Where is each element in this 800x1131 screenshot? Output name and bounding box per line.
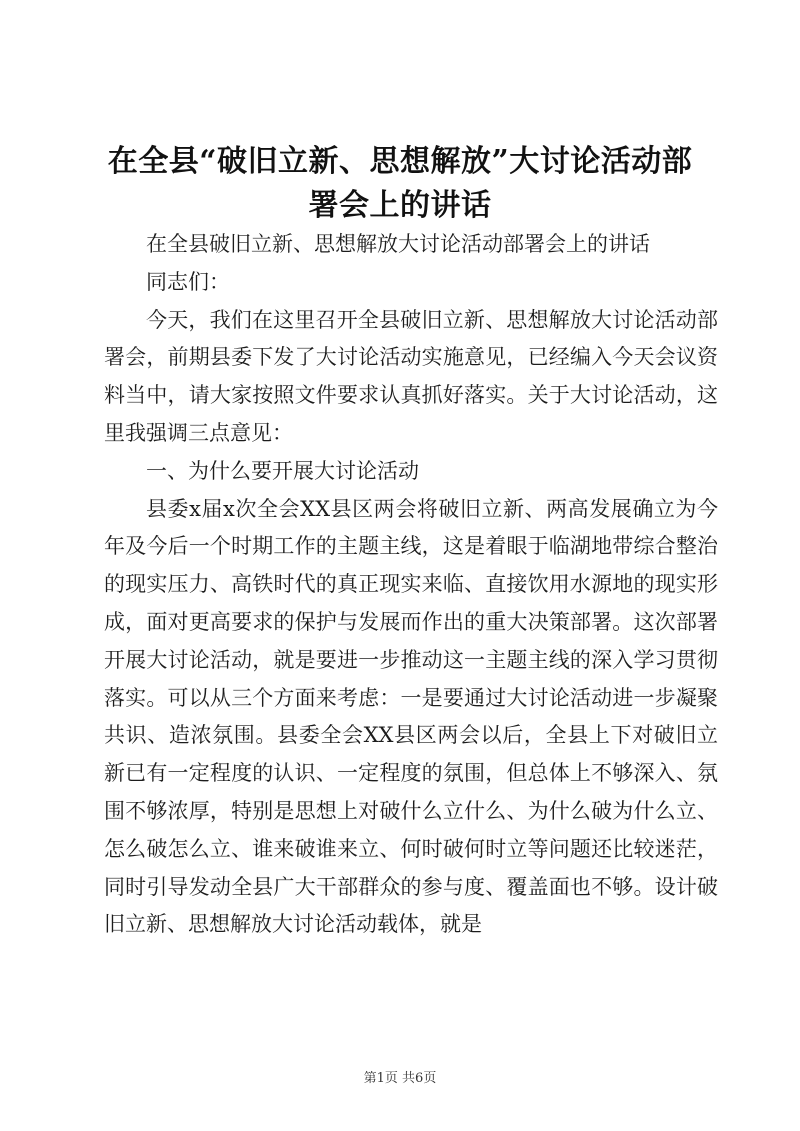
body-paragraph: 县委x届x次全会XX县区两会将破旧立新、两高发展确立为今年及今后一个时期工作的主题主线，这是着眼于临湖地带综合整治的现实压力、高铁时代的真正现实来临、直接饮用水源地的现实形成，面对更高要求的保护与发展而作出的重大决策部署。这次部署开展大讨论活动，就是要进一步推动这一主题主线的深入学习贯彻落实。可以从三个方面来考虑：一是要通过大讨论活动进一步凝聚共识、造浓氛围。县委全会XX县区两会以后，全县上下对破旧立新已有一定程度的认识、一定程度的氛围，但总体上不够深入、氛围不够浓厚，特别是思想上对破什么立什么、为什么破为什么立、怎么破怎么立、谁来破谁来立、何时破何时立等问题还比较迷茫，同时引导发动全县广大干部群众的参与度、覆盖面也不够。设计破旧立新、思想解放大讨论活动载体，就是 [104, 496, 718, 937]
section-heading: 一、为什么要开展大讨论活动 [146, 458, 419, 483]
document-title: 在全县“破旧立新、思想解放”大讨论活动部署会上的讲话 [107, 144, 693, 223]
document-body [104, 226, 718, 944]
page-footer: 第1页 共6页 [363, 1071, 437, 1086]
intro-paragraph: 今天，我们在这里召开全县破旧立新、思想解放大讨论活动部署会，前期县委下发了大讨论活动实施意见，已经编入今天会议资料当中，请大家按照文件要求认真抓好落实。关于大讨论活动，这里我强调三点意见： [104, 307, 718, 445]
subtitle-paragraph: 在全县破旧立新、思想解放大讨论活动部署会上的讲话 [146, 232, 650, 256]
salutation-paragraph: 同志们： [146, 269, 230, 294]
